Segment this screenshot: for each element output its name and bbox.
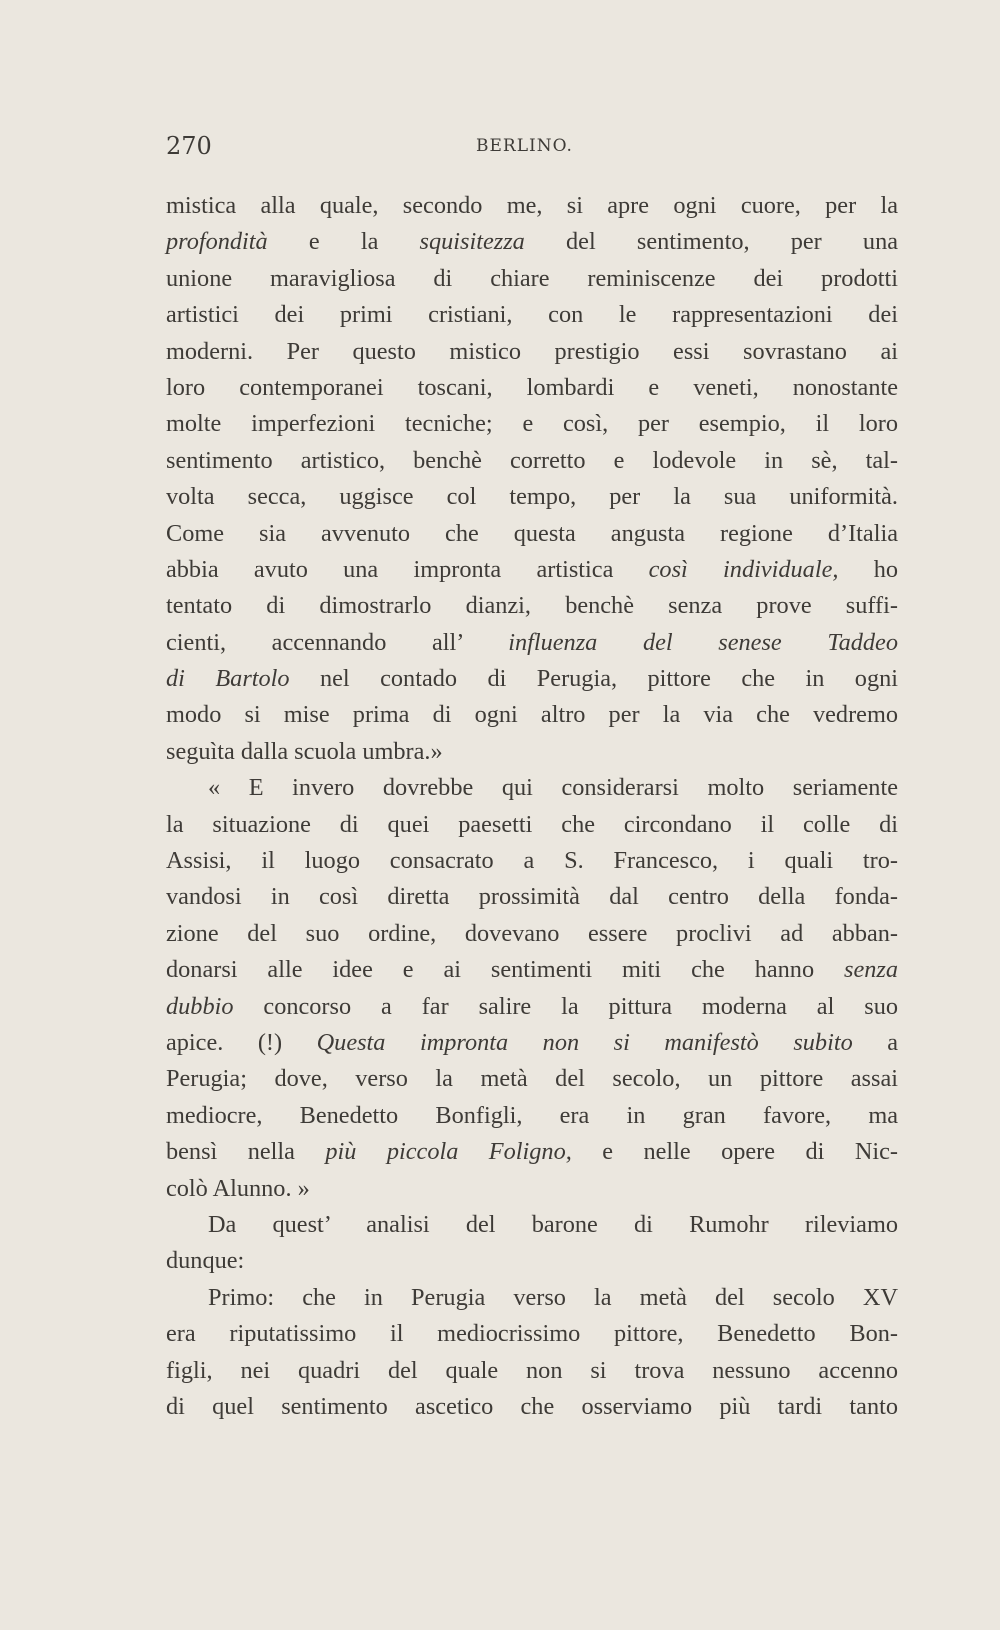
text-segment: seguìta dalla scuola umbra.»	[166, 737, 443, 765]
text-segment: bensì nella	[166, 1138, 326, 1166]
italic-text: così individuale,	[648, 555, 839, 583]
text-line	[166, 1207, 898, 1243]
text-line	[166, 1316, 898, 1352]
text-line	[166, 1061, 898, 1097]
text-segment: artistici dei primi cristiani, con le rappresentazioni dei	[166, 301, 898, 329]
text-segment: la situazione di quei paesetti che circondano il colle di	[166, 810, 898, 838]
text-line	[166, 1280, 898, 1316]
text-line	[166, 843, 898, 879]
text-segment: cienti, accennando all’	[166, 628, 509, 656]
text-line	[166, 879, 898, 915]
text-line	[166, 952, 898, 988]
text-line	[166, 297, 898, 333]
text-segment: Da quest’ analisi del barone di Rumohr rileviamo	[208, 1210, 898, 1238]
text-segment: donarsi alle idee e ai sentimenti miti che hanno	[166, 956, 844, 984]
text-line	[166, 188, 898, 224]
text-segment: dunque:	[166, 1247, 245, 1275]
text-line	[166, 224, 898, 260]
text-line	[166, 661, 898, 697]
text-line	[166, 734, 898, 770]
text-segment: e nelle opere di Nic-	[571, 1138, 898, 1166]
text-segment: zione del suo ordine, dovevano essere proclivi ad abban-	[166, 919, 898, 947]
text-segment: apice. (!)	[166, 1028, 317, 1056]
text-segment: sentimento artistico, benchè corretto e lodevole in sè, tal-	[166, 446, 898, 474]
text-segment: loro contemporanei toscani, lombardi e veneti, nonostante	[166, 373, 898, 401]
text-segment: mediocre, Benedetto Bonfigli, era in gran favore, ma	[166, 1101, 898, 1129]
text-segment: era riputatissimo il mediocrissimo pittore, Benedetto Bon-	[166, 1320, 898, 1348]
text-line	[166, 370, 898, 406]
text-line	[166, 1171, 898, 1207]
text-line	[166, 443, 898, 479]
text-line	[166, 479, 898, 515]
italic-text: Questa impronta non si manifestò subito	[316, 1028, 853, 1056]
text-line	[166, 1098, 898, 1134]
text-segment: mistica alla quale, secondo me, si apre ogni cuore, per la	[166, 192, 898, 219]
italic-text: senza	[844, 956, 898, 984]
text-segment: Come sia avvenuto che questa angusta regione d’Italia	[166, 519, 898, 547]
text-segment: concorso a far salire la pittura moderna al suo	[233, 992, 898, 1020]
body-text	[166, 188, 898, 1425]
text-segment: figli, nei quadri del quale non si trova nessuno accenno	[166, 1356, 898, 1384]
text-segment: modo si mise prima di ogni altro per la via che vedremo	[166, 701, 898, 729]
text-segment: Assisi, il luogo consacrato a S. Francesco, i quali tro-	[166, 847, 898, 875]
text-line	[166, 1389, 898, 1425]
text-segment: moderni. Per questo mistico prestigio essi sovrastano ai	[166, 337, 898, 365]
text-segment: « E invero dovrebbe qui considerarsi molto seriamente	[208, 774, 898, 802]
text-line	[166, 406, 898, 442]
italic-text: di Bartolo	[166, 665, 290, 693]
text-line	[166, 1243, 898, 1279]
italic-text: influenza del senese Taddeo	[508, 628, 898, 656]
text-segment: e la	[267, 228, 420, 256]
text-line	[166, 625, 898, 661]
text-segment: unione maravigliosa di chiare reminiscenze dei prodotti	[166, 264, 898, 292]
text-segment: volta secca, uggisce col tempo, per la sua uniformità.	[166, 483, 898, 511]
italic-text: profondità	[166, 228, 268, 256]
text-segment: a	[852, 1028, 899, 1056]
text-line	[166, 261, 898, 297]
text-line	[166, 989, 898, 1025]
page-number: 270	[166, 132, 212, 160]
text-segment: di quel sentimento ascetico che osserviamo più tardi tanto	[166, 1392, 898, 1420]
text-segment: abbia avuto una impronta artistica	[166, 555, 649, 583]
italic-text: dubbio	[166, 992, 234, 1020]
text-segment: tentato di dimostrarlo dianzi, benchè senza prove suffi-	[166, 592, 898, 620]
text-line	[166, 1134, 898, 1170]
text-segment: vandosi in così diretta prossimità dal centro della fonda-	[166, 883, 898, 911]
text-line	[166, 1025, 898, 1061]
text-segment: colò Alunno. »	[166, 1174, 310, 1202]
text-line	[166, 807, 898, 843]
text-line	[166, 334, 898, 370]
text-segment: molte imperfezioni tecniche; e così, per esempio, il loro	[166, 410, 898, 438]
text-line	[166, 1353, 898, 1389]
text-segment: ho	[838, 555, 899, 583]
text-line	[166, 552, 898, 588]
running-title: BERLINO.	[476, 136, 573, 156]
text-line	[166, 588, 898, 624]
italic-text: squisitezza	[419, 228, 525, 256]
text-line	[166, 916, 898, 952]
italic-text: più piccola Foligno,	[325, 1138, 572, 1166]
text-segment: Primo: che in Perugia verso la metà del secolo XV	[208, 1283, 898, 1311]
page-header	[166, 132, 898, 168]
text-segment: nel contado di Perugia, pittore che in ogni	[289, 665, 899, 693]
text-line	[166, 770, 898, 806]
text-segment: del sentimento, per una	[524, 228, 898, 256]
text-line	[166, 697, 898, 733]
text-segment: Perugia; dove, verso la metà del secolo, un pittore assai	[166, 1065, 898, 1093]
text-line	[166, 516, 898, 552]
